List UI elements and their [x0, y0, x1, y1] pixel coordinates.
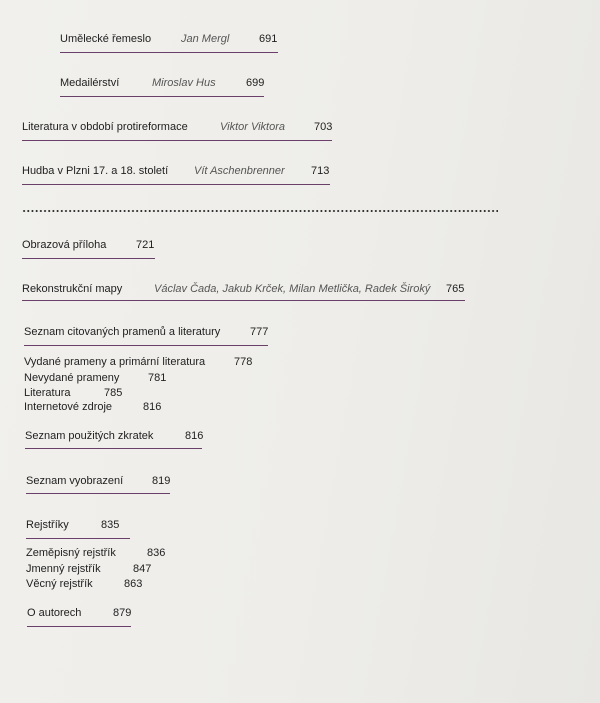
toc-entry-title: Rejstříky — [26, 519, 69, 531]
toc-entry-seznam-zkratek[interactable] — [25, 429, 204, 443]
toc-subentry-title: Literatura — [24, 387, 71, 399]
toc-subentry[interactable] — [24, 386, 123, 400]
toc-subentry-page: 816 — [143, 401, 162, 413]
toc-entry-author: Václav Čada, Jakub Krček, Milan Metlička, Radek Široký — [154, 283, 431, 295]
toc-entry-title: Medailérství — [60, 77, 120, 89]
toc-entry-page: 703 — [314, 121, 333, 133]
toc-entry-seznam-pramenu[interactable] — [24, 325, 269, 339]
toc-subentry-page: 785 — [104, 387, 123, 399]
dotted-separator — [22, 210, 498, 212]
toc-entry-title: Obrazová příloha — [22, 239, 107, 251]
toc-entry-medailerstvi[interactable] — [60, 76, 265, 90]
toc-entry-umelecke-remeslo[interactable] — [60, 32, 278, 46]
toc-subentry-title: Jmenný rejstřík — [26, 563, 101, 575]
toc-entry-page: 721 — [136, 239, 155, 251]
toc-entry-seznam-vyobrazeni[interactable] — [26, 474, 171, 488]
toc-subentry-page: 863 — [124, 578, 143, 590]
toc-entry-page: 765 — [446, 283, 465, 295]
toc-subentry[interactable] — [24, 355, 253, 369]
toc-entry-title: Seznam citovaných pramenů a literatury — [24, 326, 221, 338]
entry-underline — [25, 448, 202, 449]
toc-entry-title: Seznam vyobrazení — [26, 475, 124, 487]
toc-subentry[interactable] — [24, 400, 162, 414]
entry-underline — [60, 52, 278, 53]
toc-subentry[interactable] — [26, 562, 152, 576]
toc-entry-page: 816 — [185, 430, 204, 442]
toc-subentry-title: Věcný rejstřík — [26, 578, 93, 590]
toc-entry-author: Viktor Viktora — [220, 121, 286, 133]
toc-subentry-title: Zeměpisný rejstřík — [26, 547, 116, 559]
entry-underline — [27, 626, 131, 627]
entry-underline — [22, 300, 465, 301]
toc-entry-page: 819 — [152, 475, 171, 487]
toc-entry-page: 691 — [259, 33, 278, 45]
toc-entry-title: Rekonstrukční mapy — [22, 283, 123, 295]
entry-underline — [22, 184, 330, 185]
entry-underline — [24, 345, 268, 346]
toc-subentry-page: 778 — [234, 356, 253, 368]
toc-entry-title: Seznam použitých zkratek — [25, 430, 154, 442]
toc-entry-author: Miroslav Hus — [152, 77, 216, 89]
toc-subentry-title: Vydané prameny a primární literatura — [24, 356, 206, 368]
toc-entry-title: Hudba v Plzni 17. a 18. století — [22, 165, 169, 177]
toc-entry-title: O autorech — [27, 607, 82, 619]
toc-entry-obrazova-priloha[interactable] — [22, 238, 155, 252]
toc-entry-author: Vít Aschenbrenner — [194, 165, 285, 177]
toc-entry-page: 777 — [250, 326, 269, 338]
entry-underline — [60, 96, 264, 97]
toc-entry-o-autorech[interactable] — [27, 606, 132, 620]
entry-underline — [26, 493, 170, 494]
toc-entry-page: 835 — [101, 519, 120, 531]
toc-subentry[interactable] — [26, 577, 143, 591]
toc-entry-literatura-protireformace[interactable] — [22, 120, 333, 134]
toc-entry-page: 713 — [311, 165, 330, 177]
toc-subentry-title: Nevydané prameny — [24, 372, 120, 384]
toc-entry-page: 699 — [246, 77, 265, 89]
toc-subentry-title: Internetové zdroje — [24, 401, 113, 413]
toc-entry-hudba-v-plzni[interactable] — [22, 164, 330, 178]
toc-subentry[interactable] — [24, 371, 167, 385]
entry-underline — [22, 140, 332, 141]
toc-subentry-page: 781 — [148, 372, 167, 384]
toc-entry-title: Umělecké řemeslo — [60, 33, 152, 45]
toc-subentry[interactable] — [26, 546, 166, 560]
toc-entry-author: Jan Mergl — [181, 33, 230, 45]
toc-entry-rekonstrukcni-mapy[interactable] — [22, 282, 465, 296]
entry-underline — [26, 538, 130, 539]
toc-entry-page: 879 — [113, 607, 132, 619]
toc-entry-rejstriky[interactable] — [26, 518, 120, 532]
toc-entry-title: Literatura v období protireformace — [22, 121, 188, 133]
entry-underline — [22, 258, 155, 259]
toc-subentry-page: 847 — [133, 563, 152, 575]
toc-subentry-page: 836 — [147, 547, 166, 559]
